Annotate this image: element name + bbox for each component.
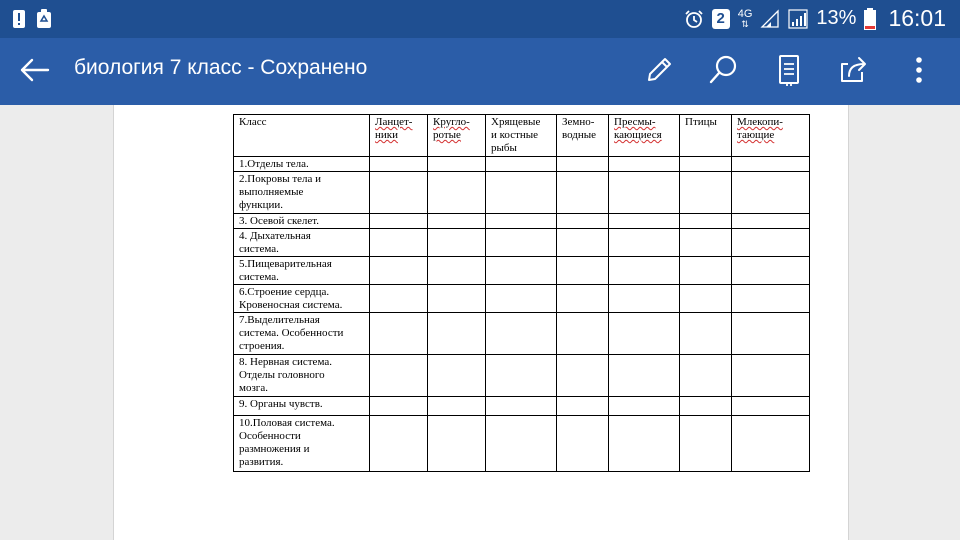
table-row <box>234 416 810 472</box>
signal-4g-icon: 4G ⇅ <box>737 7 753 29</box>
empty-cell[interactable] <box>370 285 428 313</box>
sim-2-icon: 2 <box>712 9 730 29</box>
header-text-line: кающиеся <box>614 129 662 141</box>
row-label-line: 7.Выделительная <box>239 314 320 326</box>
empty-cell[interactable] <box>428 355 486 397</box>
row-label-line: 3. Осевой скелет. <box>239 215 320 227</box>
row-label-line: система. <box>239 271 279 283</box>
empty-cell[interactable] <box>486 355 557 397</box>
table-row <box>234 355 810 397</box>
empty-cell[interactable] <box>732 355 810 397</box>
reading-view-icon[interactable] <box>771 52 807 88</box>
empty-cell[interactable] <box>370 229 428 257</box>
row-label-cell[interactable] <box>234 313 370 355</box>
empty-cell[interactable] <box>732 157 810 172</box>
document-canvas[interactable] <box>0 105 960 540</box>
comparison-table <box>233 114 810 472</box>
empty-cell[interactable] <box>370 257 428 285</box>
row-label-line: Особенности <box>239 430 301 442</box>
header-text-line: и костные <box>491 129 539 141</box>
table-header-cell[interactable] <box>370 115 428 157</box>
row-label-cell[interactable] <box>234 257 370 285</box>
header-text-line: рыбы <box>491 142 517 154</box>
empty-cell[interactable] <box>732 313 810 355</box>
clock: 16:01 <box>888 5 946 31</box>
row-label-line: мозга. <box>239 382 268 394</box>
status-bar <box>0 0 960 38</box>
empty-cell[interactable] <box>486 172 557 214</box>
empty-cell[interactable] <box>732 172 810 214</box>
row-label-line: строения. <box>239 340 285 352</box>
row-label-cell[interactable] <box>234 397 370 416</box>
empty-cell[interactable] <box>428 397 486 416</box>
empty-cell[interactable] <box>732 257 810 285</box>
alarm-icon <box>684 9 704 29</box>
row-label-line: 8. Нервная система. <box>239 356 332 368</box>
empty-cell[interactable] <box>680 214 732 229</box>
row-label-line: 4. Дыхательная <box>239 230 311 242</box>
battery-percent: 13% <box>816 7 857 29</box>
document-title: биология 7 класс - Сохранено <box>74 56 368 79</box>
app-bar <box>0 38 960 105</box>
empty-cell[interactable] <box>428 214 486 229</box>
empty-cell[interactable] <box>557 313 609 355</box>
header-text-line: водные <box>562 129 597 141</box>
empty-cell[interactable] <box>609 355 680 397</box>
header-text-line: Класс <box>239 116 267 128</box>
empty-cell[interactable] <box>557 214 609 229</box>
back-arrow-icon[interactable] <box>16 52 52 88</box>
header-text-line: Пресмы- <box>614 116 656 128</box>
table-header-cell[interactable] <box>609 115 680 157</box>
row-label-line: система. <box>239 243 279 255</box>
search-icon[interactable] <box>706 52 742 88</box>
empty-cell[interactable] <box>732 416 810 472</box>
empty-cell[interactable] <box>557 172 609 214</box>
row-label-cell[interactable] <box>234 285 370 313</box>
row-label-cell[interactable] <box>234 229 370 257</box>
empty-cell[interactable] <box>428 285 486 313</box>
empty-cell[interactable] <box>486 257 557 285</box>
empty-cell[interactable] <box>609 313 680 355</box>
empty-cell[interactable] <box>680 257 732 285</box>
table-row <box>234 285 810 313</box>
row-label-line: функции. <box>239 199 283 211</box>
empty-cell[interactable] <box>486 157 557 172</box>
header-text-line: Хрящевые <box>491 116 541 128</box>
row-label-line: Кровеносная система. <box>239 299 343 311</box>
empty-cell[interactable] <box>370 416 428 472</box>
empty-cell[interactable] <box>486 397 557 416</box>
table-row <box>234 313 810 355</box>
header-text-line: Млекопи- <box>737 116 783 128</box>
row-label-cell[interactable] <box>234 214 370 229</box>
table-header-cell[interactable] <box>732 115 810 157</box>
empty-cell[interactable] <box>609 285 680 313</box>
empty-cell[interactable] <box>428 257 486 285</box>
row-label-line: 6.Строение сердца. <box>239 286 330 298</box>
table-header-cell[interactable] <box>428 115 486 157</box>
row-label-line: 2.Покровы тела и <box>239 173 322 185</box>
empty-cell[interactable] <box>486 214 557 229</box>
empty-cell[interactable] <box>557 397 609 416</box>
empty-cell[interactable] <box>557 257 609 285</box>
empty-cell[interactable] <box>609 257 680 285</box>
empty-cell[interactable] <box>732 229 810 257</box>
table-header-row <box>234 115 810 157</box>
table-header-cell[interactable] <box>234 115 370 157</box>
header-text-line: ротые <box>433 129 461 141</box>
empty-cell[interactable] <box>609 157 680 172</box>
table-row <box>234 257 810 285</box>
empty-cell[interactable] <box>557 285 609 313</box>
empty-cell[interactable] <box>428 416 486 472</box>
row-label-line: 5.Пищеварительная <box>239 258 332 270</box>
alert-icon <box>12 9 26 29</box>
network-type-label: 4G <box>737 7 753 20</box>
table-row <box>234 157 810 172</box>
empty-cell[interactable] <box>609 397 680 416</box>
empty-cell[interactable] <box>428 313 486 355</box>
header-text-line: Птицы <box>685 116 717 128</box>
document-page[interactable] <box>113 105 849 540</box>
empty-cell[interactable] <box>486 285 557 313</box>
empty-cell[interactable] <box>370 313 428 355</box>
header-text-line: ники <box>375 129 399 141</box>
empty-cell[interactable] <box>732 214 810 229</box>
header-text-line: Ланцет- <box>375 116 413 128</box>
empty-cell[interactable] <box>609 229 680 257</box>
more-vert-icon[interactable] <box>901 52 937 88</box>
edit-pencil-icon[interactable] <box>641 52 677 88</box>
header-text-line: Кругло- <box>433 116 470 128</box>
empty-cell[interactable] <box>680 229 732 257</box>
header-text-line: тающие <box>737 129 775 141</box>
row-label-line: выполняемые <box>239 186 304 198</box>
empty-cell[interactable] <box>680 172 732 214</box>
row-label-line: размножения и <box>239 443 310 455</box>
signal-bars-icon <box>760 9 780 29</box>
recycle-icon <box>36 9 52 29</box>
empty-cell[interactable] <box>680 313 732 355</box>
share-icon[interactable] <box>836 52 872 88</box>
empty-cell[interactable] <box>557 355 609 397</box>
row-label-cell[interactable] <box>234 355 370 397</box>
empty-cell[interactable] <box>680 157 732 172</box>
empty-cell[interactable] <box>370 172 428 214</box>
empty-cell[interactable] <box>557 416 609 472</box>
empty-cell[interactable] <box>609 172 680 214</box>
row-label-cell[interactable] <box>234 416 370 472</box>
row-label-line: 10.Половая система. <box>239 417 335 429</box>
empty-cell[interactable] <box>680 416 732 472</box>
empty-cell[interactable] <box>557 157 609 172</box>
battery-icon <box>864 8 876 30</box>
header-text-line: Земно- <box>562 116 595 128</box>
row-label-line: Отделы головного <box>239 369 325 381</box>
empty-cell[interactable] <box>428 157 486 172</box>
empty-cell[interactable] <box>428 229 486 257</box>
empty-cell[interactable] <box>370 355 428 397</box>
empty-cell[interactable] <box>732 397 810 416</box>
table-header-cell[interactable] <box>557 115 609 157</box>
row-label-cell[interactable] <box>234 172 370 214</box>
empty-cell[interactable] <box>486 229 557 257</box>
table-header-cell[interactable] <box>486 115 557 157</box>
row-label-line: развития. <box>239 456 284 468</box>
table-row <box>234 397 810 416</box>
empty-cell[interactable] <box>486 416 557 472</box>
empty-cell[interactable] <box>609 416 680 472</box>
empty-cell[interactable] <box>680 397 732 416</box>
empty-cell[interactable] <box>557 229 609 257</box>
empty-cell[interactable] <box>680 285 732 313</box>
empty-cell[interactable] <box>732 285 810 313</box>
table-row <box>234 214 810 229</box>
empty-cell[interactable] <box>609 214 680 229</box>
row-label-line: 9. Органы чувств. <box>239 398 323 410</box>
table-row <box>234 172 810 214</box>
empty-cell[interactable] <box>428 172 486 214</box>
row-label-cell[interactable] <box>234 157 370 172</box>
row-label-line: система. Особенности <box>239 327 344 339</box>
table-header-cell[interactable] <box>680 115 732 157</box>
row-label-line: 1.Отделы тела. <box>239 158 309 170</box>
table-row <box>234 229 810 257</box>
empty-cell[interactable] <box>370 157 428 172</box>
empty-cell[interactable] <box>486 313 557 355</box>
empty-cell[interactable] <box>370 214 428 229</box>
empty-cell[interactable] <box>370 397 428 416</box>
empty-cell[interactable] <box>680 355 732 397</box>
signal-bars-full-icon <box>788 9 808 29</box>
